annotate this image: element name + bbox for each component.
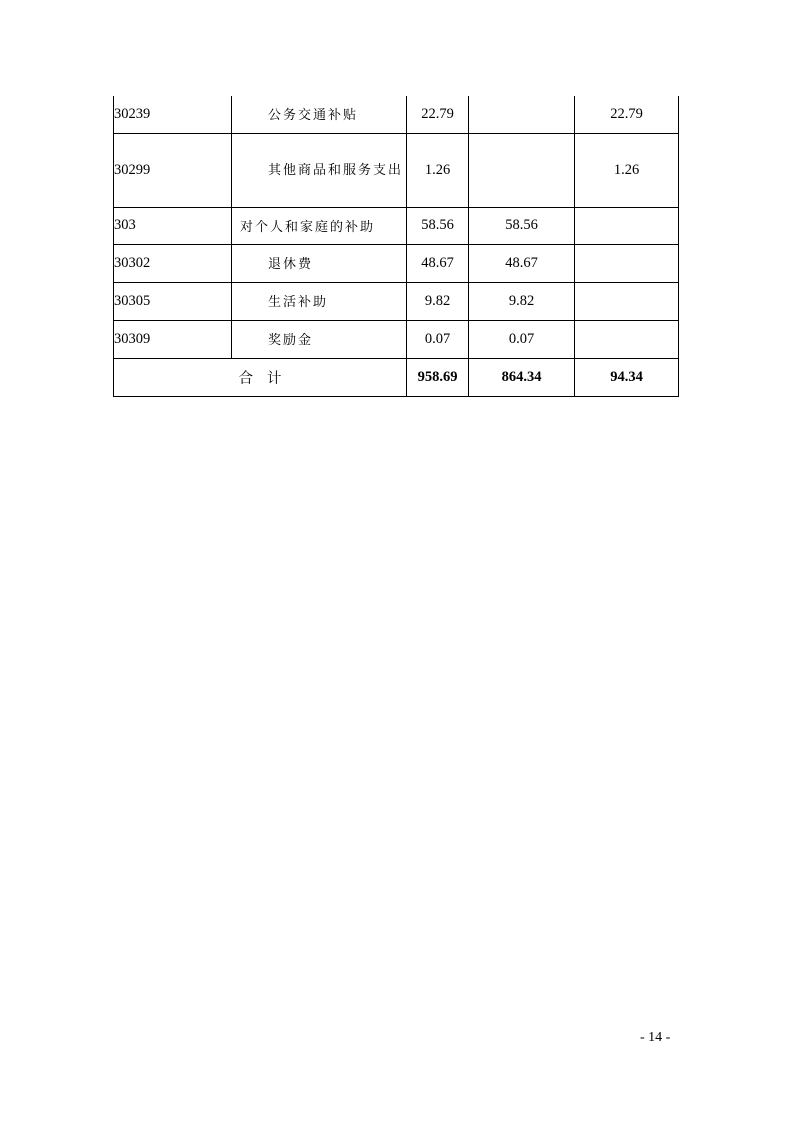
page-number: - 14 - — [640, 1030, 671, 1045]
row-total: 1.26 — [407, 133, 469, 207]
total-row — [114, 358, 679, 396]
row-project — [575, 207, 679, 244]
table-row — [114, 96, 679, 133]
row-project: 22.79 — [575, 96, 679, 133]
row-basic — [469, 133, 575, 207]
row-project: 1.26 — [575, 133, 679, 207]
row-code: 30305 — [114, 282, 232, 320]
row-name: 生活补助 — [232, 282, 407, 320]
row-name: 公务交通补贴 — [232, 96, 407, 133]
row-total: 58.56 — [407, 207, 469, 244]
table-row — [114, 244, 679, 282]
row-project — [575, 282, 679, 320]
table-row — [114, 133, 679, 207]
expenditure-table — [113, 96, 679, 397]
row-name: 退休费 — [232, 244, 407, 282]
row-code: 303 — [114, 207, 232, 244]
row-total: 22.79 — [407, 96, 469, 133]
table-row — [114, 282, 679, 320]
row-project — [575, 320, 679, 358]
row-code: 30302 — [114, 244, 232, 282]
row-code: 30309 — [114, 320, 232, 358]
row-basic: 9.82 — [469, 282, 575, 320]
row-project — [575, 244, 679, 282]
table-row — [114, 207, 679, 244]
project-total: 94.34 — [575, 358, 679, 396]
row-basic: 48.67 — [469, 244, 575, 282]
row-code: 30299 — [114, 133, 232, 207]
total-label: 合计 — [114, 358, 407, 396]
row-basic — [469, 96, 575, 133]
basic-total: 864.34 — [469, 358, 575, 396]
row-name: 对个人和家庭的补助 — [232, 207, 407, 244]
row-basic: 0.07 — [469, 320, 575, 358]
row-basic: 58.56 — [469, 207, 575, 244]
row-total: 48.67 — [407, 244, 469, 282]
row-total: 0.07 — [407, 320, 469, 358]
grand-total: 958.69 — [407, 358, 469, 396]
table-row — [114, 320, 679, 358]
row-total: 9.82 — [407, 282, 469, 320]
row-name: 其他商品和服务支出 — [232, 133, 407, 207]
row-code: 30239 — [114, 96, 232, 133]
row-name: 奖励金 — [232, 320, 407, 358]
